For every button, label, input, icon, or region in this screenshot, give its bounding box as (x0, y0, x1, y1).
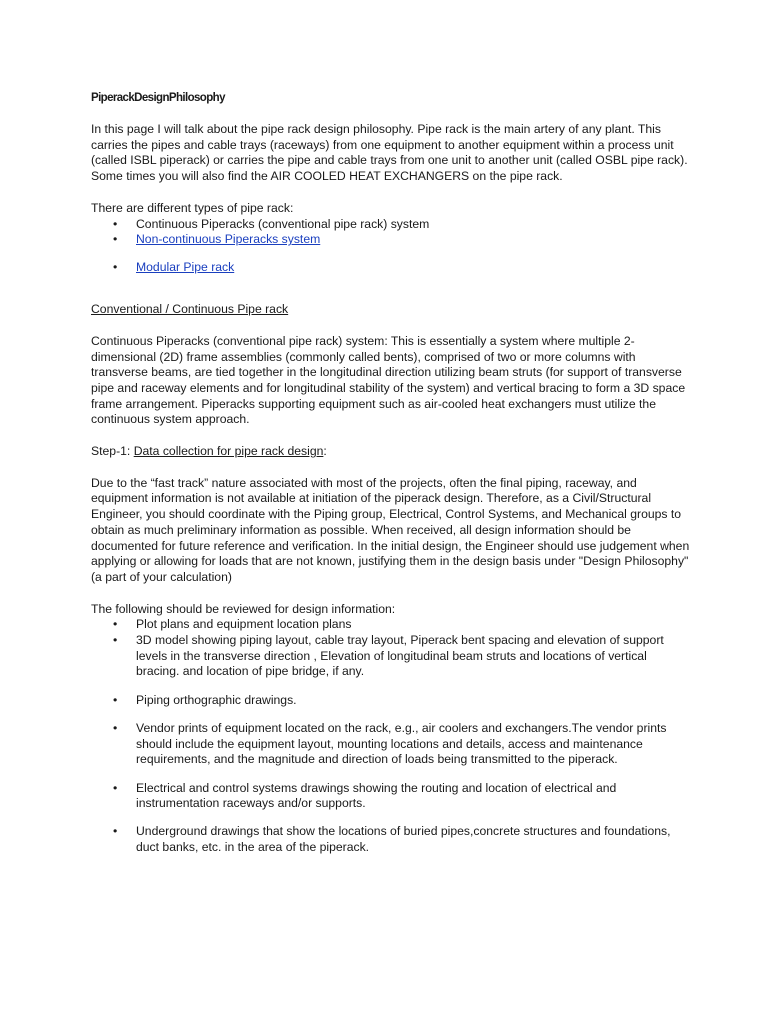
list-item (91, 217, 691, 233)
review-item-text: Underground drawings that show the locations of buried pipes,concrete structures and foundations, duct banks, etc. in the area of the piperack. (136, 824, 671, 855)
types-intro-text: There are different types of pipe rack: (91, 200, 294, 215)
list-item (91, 721, 691, 768)
list-item (91, 617, 691, 633)
pipe-rack-types-list (91, 217, 691, 277)
review-item-text: 3D model showing piping layout, cable tray layout, Piperack bent spacing and elevation of support levels in the transverse direction , Elevation of longitudinal beam struts and locations of vertical bracing. and location of pipe bridge, if any. (136, 633, 664, 679)
section-heading: Conventional / Continuous Pipe rack (91, 302, 289, 317)
step1-prefix: Step-1: (91, 444, 134, 459)
review-item-text: Plot plans and equipment location plans (136, 617, 352, 632)
step1-suffix: : (323, 444, 327, 459)
type-continuous-text: Continuous Piperacks (conventional pipe rack) system (136, 216, 430, 231)
non-continuous-piperacks-link[interactable]: Non-continuous Piperacks system (136, 232, 321, 247)
document-title: PiperackDesignPhilosophy (91, 92, 225, 104)
list-item (91, 693, 691, 709)
list-item (91, 232, 691, 248)
review-items-list (91, 617, 691, 855)
review-intro-text: The following should be reviewed for design information: (91, 601, 396, 616)
list-item (91, 633, 691, 680)
intro-paragraph: In this page I will talk about the pipe rack design philosophy. Pipe rack is the main artery of any plant. This carries the pipes and cable trays (raceways) from one equipment to another equipment within a process unit (called ISBL piperack) or carries the pipe and cable trays from one unit to another unit (called OSBL pipe rack). Some times you will also find the AIR COOLED HEAT EXCHANGERS on the pipe rack. (91, 122, 688, 184)
step1-heading-text: Data collection for pipe rack design (133, 444, 324, 459)
modular-pipe-rack-link[interactable]: Modular Pipe rack (136, 260, 235, 275)
step1-heading (91, 444, 691, 460)
list-item (91, 781, 691, 812)
list-item (91, 260, 691, 276)
data-collection-paragraph: Due to the “fast track” nature associated with most of the projects, often the final piping, raceway, and equipment information is not available at initiation of the piperack design. Therefore, as a Civil/Structural Engineer, you should coordinate with the Piping group, Electrical, Control Systems, and Mechanical groups to obtain as much preliminary information as possible. When received, all design information should be documented for future reference and verification. In the initial design, the Engineer should use judgement when applying or allowing for loads that are not known, justifying them in the design basis under "Design Philosophy" (a part of your calculation) (91, 475, 690, 584)
list-item (91, 824, 691, 855)
review-item-text: Vendor prints of equipment located on the rack, e.g., air coolers and exchangers.The vendor prints should include the equipment layout, mounting locations and details, access and maintenance requirements, and the magnitude and direction of loads being transmitted to the piperack. (136, 720, 667, 767)
continuous-system-paragraph: Continuous Piperacks (conventional pipe rack) system: This is essentially a system where multiple 2-dimensional (2D) frame assemblies (commonly called bents), comprised of two or more columns with transverse beams, are tied together in the longitudinal direction utilizing beam struts (for support of transverse pipe and raceway elements and for longitudinal stability of the system) and vertical bracing to form a 3D space frame arrangement. Piperacks supporting equipment such as air-cooled heat exchangers must utilize the continuous system approach. (91, 333, 686, 427)
review-item-text: Piping orthographic drawings. (136, 692, 297, 707)
review-item-text: Electrical and control systems drawings showing the routing and location of electrical and instrumentation raceways and/or supports. (136, 780, 617, 811)
document-page (91, 91, 691, 856)
